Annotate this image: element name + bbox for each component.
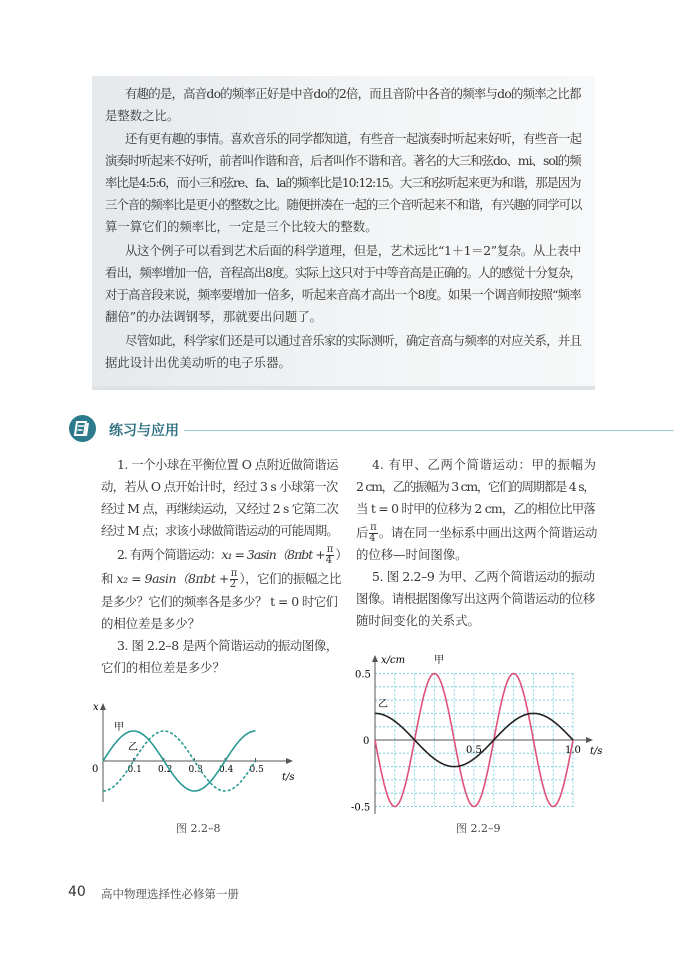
figure-caption: 图 2.2–8: [176, 822, 221, 835]
exercise-5-line: 图像。请根据图像写出这两个简谐运动的位移: [356, 591, 595, 606]
y-axis-arrow: [372, 655, 378, 662]
reading-line: 有趣的是，高音do的频率正好是中音do的2倍，而且音阶中各音的频率与do的频率之比都: [125, 86, 581, 101]
figure-2-2-9: [350, 650, 625, 818]
exercise-4-line: 当 t = 0 时甲的位移为 2 cm，乙的相位比甲落: [356, 501, 596, 516]
formula: x₁ = 3asin（8πbt +: [221, 547, 325, 562]
numerator: π: [326, 544, 334, 555]
series-label-yi: 乙: [128, 742, 138, 753]
book-title: 高中物理选择性必修第一册: [101, 887, 239, 901]
exercise-2-line: 是多少？它们的频率各是多少？ t = 0 时它们: [101, 594, 338, 609]
exercise-2-line: [117, 544, 347, 566]
x-axis-arrow: [286, 758, 293, 764]
reading-line: 演奏时听起来不好听，前者叫作谐和音，后者叫作不谐和音。著名的大三和弦do、mi、sol的频: [105, 153, 581, 168]
figure-caption: 图 2.2–9: [456, 822, 501, 835]
exercise-3-line: 3. 图 2.2–8 是两个简谐运动的振动图像，: [117, 638, 338, 653]
series-label-jia: 甲: [434, 655, 444, 666]
reading-line: 算一算它们的频率比，一定是三个比较大的整数。: [105, 219, 378, 234]
figure-2-2-8: [90, 700, 305, 810]
exercise-2-line: [101, 568, 341, 590]
text: 2. 有两个简谐运动：: [117, 547, 222, 562]
origin-label: 0: [363, 736, 370, 747]
exercise-5-line: 5. 图 2.2–9 为甲、乙两个简谐运动的振动: [372, 569, 595, 584]
fraction: [230, 569, 239, 590]
y-axis-label: x: [93, 702, 99, 713]
x-tick-label: 0.2: [158, 765, 173, 775]
exercise-2-line: 的相位差是多少？: [101, 616, 201, 631]
series-label-jia: 甲: [114, 722, 124, 733]
text: 和: [101, 571, 117, 586]
exercise-1-line: 动，若从 O 点开始计时，经过 3 s 小球第一次: [101, 479, 338, 494]
y-tick-label: -0.5: [351, 802, 371, 814]
reading-line: 对于高音段来说，频率要增加一倍多，听起来音高才高出一个8度。如果一个调音师按照“频率: [105, 287, 581, 302]
page-number: 40: [68, 884, 86, 900]
text: 。请在同一坐标系中画出这两个简谐运动: [378, 525, 598, 540]
reading-line: 看出，频率增加一倍，音程高出8度。实际上这只对于中等音高是正确的。人的感觉十分复杂，: [105, 265, 581, 280]
reading-line: 还有更有趣的事情。喜欢音乐的同学都知道，有些音一起演奏时听起来好听，有些音一起: [125, 131, 582, 146]
fraction: [369, 523, 378, 544]
fraction: [326, 545, 335, 566]
reading-line: 从这个例子可以看到艺术后面的科学道理，但是，艺术远比“1＋1＝2”复杂。从上表中: [125, 243, 581, 258]
exercise-4-line: 的位移—时间图像。: [356, 547, 468, 562]
x-tick-label: 0.5: [249, 765, 264, 775]
y-axis-label: x/cm: [381, 655, 406, 666]
exercise-5-line: 随时间变化的关系式。: [356, 613, 480, 628]
exercise-4-line: 4. 有甲、乙两个简谐运动：甲的振幅为: [372, 457, 596, 472]
exercise-4-line: 2 cm，乙的振幅为 3 cm，它们的周期都是 4 s，: [356, 479, 595, 494]
x-axis-label: t/s: [590, 746, 603, 757]
x-tick-label: 0.5: [466, 745, 482, 756]
exercise-3-line: 它们的相位差是多少？: [101, 660, 225, 675]
series-label-yi: 乙: [378, 699, 388, 710]
text: ），它们的振幅之比: [239, 571, 341, 586]
reading-line: 尽管如此，科学家们还是可以通过音乐家的实际测听，确定音高与频率的对应关系，并且: [125, 333, 582, 348]
reading-line: 据此设计出优美动听的电子乐器。: [105, 355, 291, 370]
denominator: 2: [229, 579, 237, 590]
exercise-1-line: 经过 M 点，再继续运动，又经过 2 s 它第二次: [101, 501, 339, 516]
exercise-4-line: [356, 522, 598, 544]
reading-line: 率比是4:5:6，而小三和弦re、fa、la的频率比是10:12:15。大三和弦听起来更为和谐，那是因为: [105, 175, 581, 190]
reading-line: 是整数之比。: [105, 108, 180, 123]
x-axis-label: t/s: [282, 772, 295, 783]
denominator: 4: [369, 533, 376, 544]
x-axis-arrow: [586, 737, 593, 743]
section-title: 练习与应用: [109, 423, 179, 439]
x-tick-label: 0.3: [188, 765, 203, 775]
text: 后: [356, 525, 369, 540]
section-divider: [184, 430, 674, 431]
x-tick-label: 0.1: [127, 765, 142, 775]
exercise-book-icon: [69, 415, 96, 442]
y-tick-label: 0.5: [355, 669, 371, 681]
exercise-1-line: 经过 M 点；求该小球做简谐运动的可能周期。: [101, 523, 338, 538]
denominator: 4: [325, 555, 333, 566]
x-tick-label: 1.0: [565, 745, 581, 756]
text: ）: [335, 547, 347, 562]
exercise-1-line: 1. 一个小球在平衡位置 O 点附近做简谐运: [117, 457, 339, 472]
formula: x₂ = 9asin（8πbt +: [116, 571, 229, 586]
numerator: π: [230, 568, 238, 579]
y-axis-arrow: [100, 703, 106, 710]
reading-line: 翻倍”的办法调钢琴，那就要出问题了。: [105, 309, 322, 324]
numerator: π: [370, 522, 377, 533]
x-tick-label: 0.4: [219, 765, 234, 775]
reading-line: 三个音的频率比是更小的整数之比。随便拼凑在一起的三个音听起来不和谐，有兴趣的同学可以: [105, 197, 582, 212]
origin-label: 0: [92, 764, 99, 775]
